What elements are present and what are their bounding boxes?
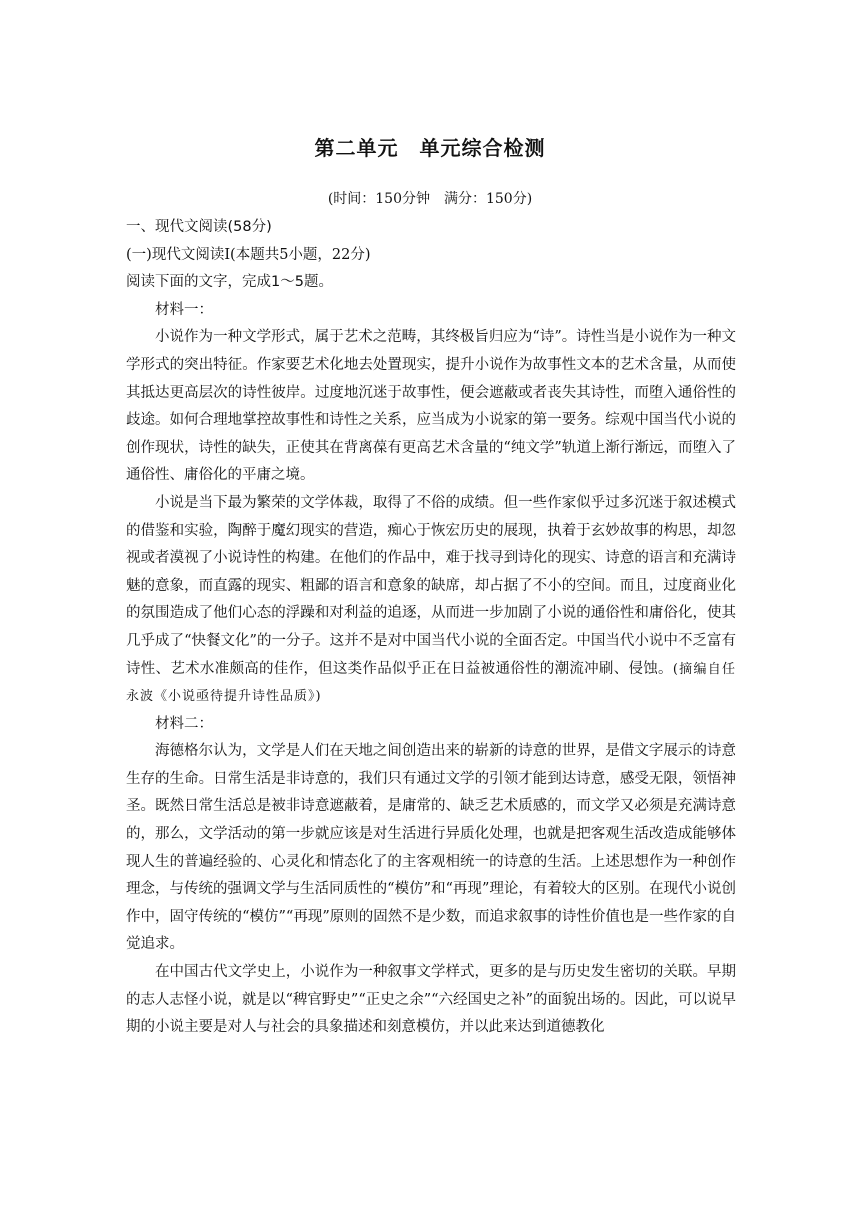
- material-1-label: 材料一：: [155, 301, 213, 318]
- source-citation: (摘编自任永波《小说亟待提升诗性品质》): [126, 661, 736, 705]
- material-2-label: 材料二：: [155, 715, 213, 732]
- paragraph-3: 海德格尔认为，文学是人们在天地之间创造出来的崭新的诗意的世界，是借文字展示的诗意生存的生命。日常生活是非诗意的，我们只有通过文学的引领才能到达诗意，感受无限，领悟神圣。既然日常生活总是被非诗意遮蔽着，是庸常的、缺乏艺术质感的，而文学又必须是充满诗意的，那么，文学活动的第一步就应该是对生活进行异质化处理，也就是把客观生活改造成能够体现人生的普遍经验的、心灵化和情态化了的主客观相统一的诗意的生活。上述思想作为一种创作理念，与传统的强调文学与生活同质性的“模仿”和“再现”理论，有着较大的区别。在现代小说创作中，固守传统的“模仿”“再现”原则的固然不是少数，而追求叙事的诗性价值也是一些作家的自觉追求。: [126, 743, 736, 953]
- subsection-heading: (一)现代文阅读Ⅰ(本题共5小题，22分): [126, 246, 371, 263]
- paragraph-1: 小说作为一种文学形式，属于艺术之范畴，其终极旨归应为“诗”。诗性当是小说作为一种文学形式的突出特征。作家要艺术化地去处置现实，提升小说作为故事性文本的艺术含量，从而使其抵达更高层次的诗性彼岸。过度地沉迷于故事性，便会遮蔽或者丧失其诗性，而堕入通俗性的歧途。如何合理地掌控故事性和诗性之关系，应当成为小说家的第一要务。综观中国当代小说的创作现状，诗性的缺失，正使其在背离葆有更高艺术含量的“纯文学”轨道上渐行渐远，而堕入了通俗性、庸俗化的平庸之境。: [126, 329, 736, 484]
- paragraph-2: [126, 490, 736, 711]
- document-title: 第二单元 单元综合检测: [314, 136, 546, 160]
- paragraph-2-text: 小说是当下最为繁荣的文学体裁，取得了不俗的成绩。但一些作家似乎过多沉迷于叙述模式的借鉴和实验，陶醉于魔幻现实的营造，痴心于恢宏历史的展现，执着于玄妙故事的构思，却忽视或者漠视了小说诗性的构建。在他们的作品中，难于找寻到诗化的现实、诗意的语言和充满诗魅的意象，而直露的现实、粗鄙的语言和意象的缺席，却占据了不小的空间。而且，过度商业化的氛围造成了他们心态的浮躁和对利益的追逐，从而进一步加剧了小说的通俗性和庸俗化，使其几乎成了“快餐文化”的一分子。这并不是对中国当代小说的全面否定。中国当代小说中不乏富有诗性、艺术水准颇高的佳作，但这类作品似乎正在日益被通俗性的潮流冲刷、侵蚀。: [126, 494, 736, 677]
- paragraph-4: 在中国古代文学史上，小说作为一种叙事文学样式，更多的是与历史发生密切的关联。早期的志人志怪小说，就是以“稗官野史”“正史之余”“六经国史之补”的面貌出场的。因此，可以说早期的小说主要是对人与社会的具象描述和刻意模仿，并以此来达到道德教化: [126, 964, 736, 1036]
- section-heading: 一、现代文阅读(58分): [126, 219, 272, 235]
- instruction: 阅读下面的文字，完成1～5题。: [126, 274, 333, 291]
- document-body: [126, 214, 736, 1042]
- exam-info: (时间：150分钟 满分：150分): [327, 191, 533, 207]
